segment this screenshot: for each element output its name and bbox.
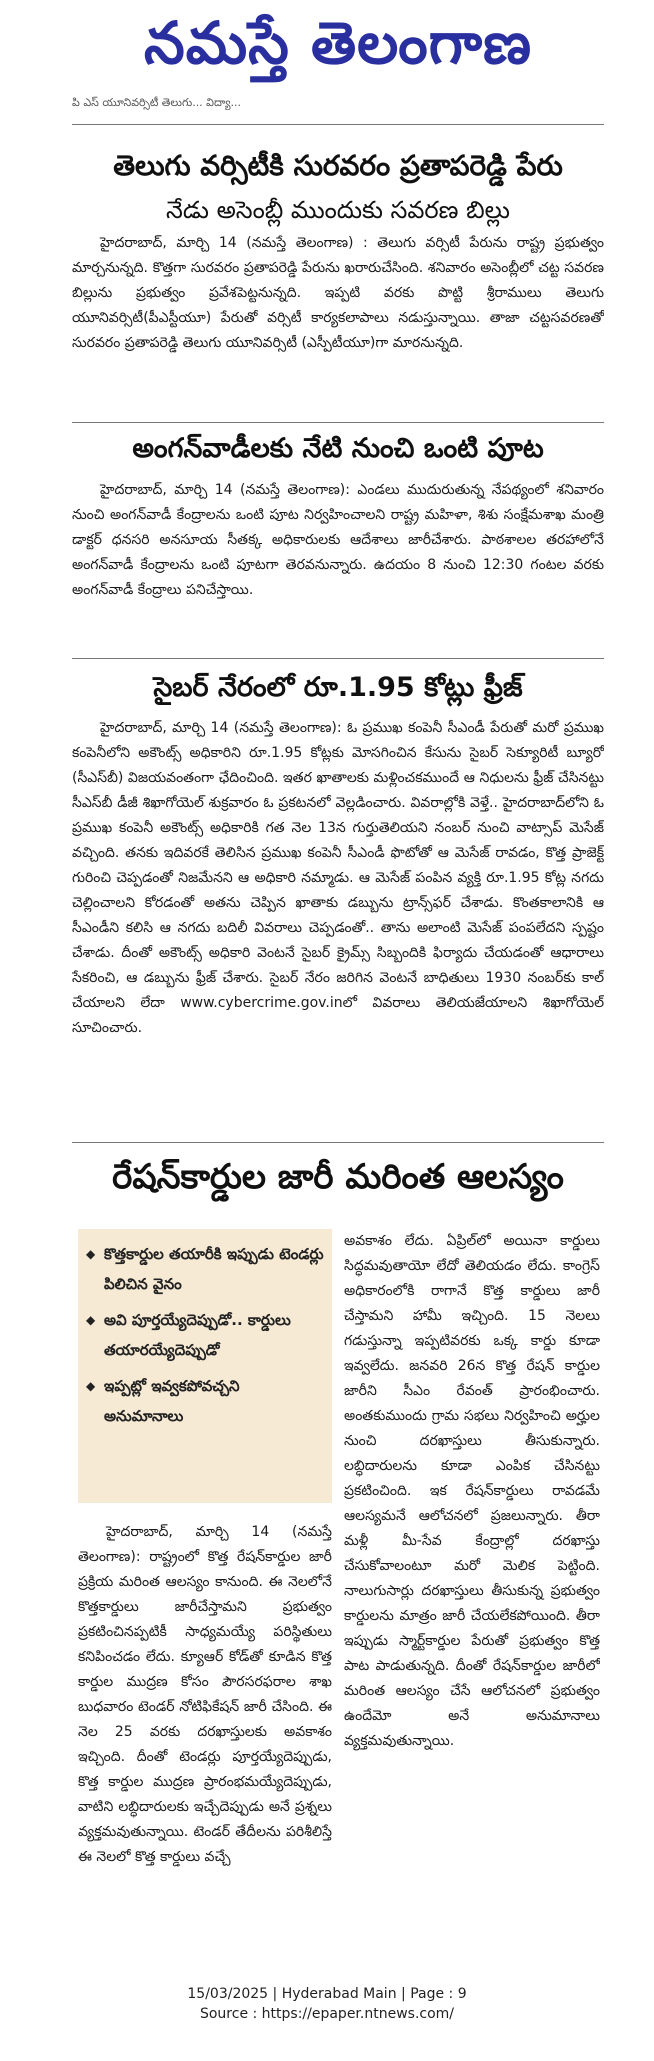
masthead xyxy=(72,8,604,92)
diamond-bullet-icon: ◆ xyxy=(86,1379,96,1393)
highlights-box xyxy=(78,1229,332,1503)
story3-body xyxy=(72,716,604,1136)
story4-left-text: హైదరాబాద్, మార్చి 14 (నమస్తే తెలంగాణ): రాష్ట్రంలో కొత్త రేషన్‌కార్డుల జారీ ప్రక్రియ మరింత ఆలస్యం కానుంది. ఈ నెలలోనే కొత్తకార్డులు జారీచేస్తామని ప్రభుత్వం ప్రకటించినప్పటికీ సాధ్యమయ్యే పరిస్థితులు కనిపించడం లేదు. క్యూఆర్ కోడ్‌తో కూడిన కొత్త కార్డుల ముద్రణ కోసం పౌరసరఫరాల శాఖ బుధవారం టెండర్ నోటిఫికేషన్ జారీ చేసింది. ఈ నెల 25 వరకు దరఖాస్తులకు అవకాశం ఇచ్చింది. దీంతో టెండర్లు పూర్తయ్యేదెప్పుడు, కొత్త కార్డుల ముద్రణ ప్రారంభమయ్యేదెప్పుడు, వాటిని లబ్ధిదారులకు ఇచ్చేదెప్పుడు అనే ప్రశ్నలు వ్యక్తమవుతున్నాయి. టెండర్ తేదీలను పరిశీలిస్తే ఈ నెలలో కొత్త కార్డులు వచ్చే xyxy=(78,1524,332,1865)
divider xyxy=(72,124,604,125)
newspaper-page xyxy=(72,0,604,2061)
story3-headline: సైబర్ నేరంలో రూ.1.95 కోట్లు ఫ్రీజ్ xyxy=(153,672,523,703)
footer-date-edition: 15/03/2025 | Hyderabad Main | Page : 9 xyxy=(187,1986,467,2002)
highlight-text: కొత్తకార్డుల తయారీకి ఇప్పుడు టెండర్లు పిలిచిన వైనం xyxy=(104,1245,324,1293)
story3-paragraph: హైదరాబాద్, మార్చి 14 (నమస్తే తెలంగాణ): ఓ ప్రముఖ కంపెనీ సీఎండీ పేరుతో మరో ప్రముఖ కంపెనీలోని అకౌంట్స్ అధికారిని రూ.1.95 కోట్లకు మోసగించిన కేసును సైబర్ సెక్యూరిటీ బ్యూరో (సీఎస్‌బీ) విజయవంతంగా ఛేదించింది. ఇతర ఖాతాలకు మళ్లించకముందే ఆ నిధులను ఫ్రీజ్ చేసినట్టు సీఎస్‌బీ డీజీ శిఖాగోయెల్ శుక్రవారం ఓ ప్రకటనలో వెల్లడించారు. వివరాల్లోకి వెళ్తే.. హైదరాబాద్‌లోని ఓ ప్రముఖ కంపెనీ అకౌంట్స్ అధికారికి గత నెల 13న గుర్తుతెలియని నంబర్ నుంచి వాట్సాప్ మెసేజ్ వచ్చింది. తనకు ఇదివరకే తెలిసిన ప్రముఖ కంపెనీ సీఎండీ ఫొటోతో ఆ మెసేజ్ రావడం, కొత్త ప్రాజెక్ట్ గురించి చెప్పడంతో నిజమేనని ఆ అధికారి నమ్మాడు. ఆ మెసేజ్ పంపిన వ్యక్తి రూ.1.95 కోట్ల నగదు చెల్లించాలని కోరడంతో అతను చెప్పిన ఖాతాకు డబ్బును ట్రాన్స్‌ఫర్ చేశాడు. కొంతకాలానికి ఆ సీఎండీని కలిసి ఆ నగదు బదిలీ వివరాలు చెప్పడంతో.. తాను అలాంటి మెసేజ్ పంపలేదని స్పష్టం చేశాడు. దీంతో అకౌంట్స్ అధికారి వెంటనే సైబర్ క్రైమ్స్ సిబ్బందికి ఫిర్యాదు చేయడంతో ఆధారాలు సేకరించి, ఆ డబ్బును ఫ్రీజ్ చేశారు. సైబర్ నేరం జరిగిన వెంటనే బాధితులు 1930 నంబర్‌కు కాల్ చేయాలని లేదా www.cybercrime.gov.inలో వివరాలు తెలియజేయాలని శిఖాగోయెల్ సూచించారు. xyxy=(72,720,604,1036)
story1-headline: తెలుగు వర్సిటీకి సురవరం ప్రతాపరెడ్డి పేరు xyxy=(113,149,563,182)
story4-headline: రేషన్‌కార్డుల జారీ మరింత ఆలస్యం xyxy=(112,1157,564,1197)
story1-paragraph: హైదరాబాద్, మార్చి 14 (నమస్తే తెలంగాణ) : తెలుగు వర్సిటీ పేరును రాష్ట్ర ప్రభుత్వం మార్చనున్నది. కొత్తగా సురవరం ప్రతాపరెడ్డి పేరును ఖరారుచేసింది. శనివారం అసెంబ్లీలో చట్ట సవరణ బిల్లును ప్రభుత్వం ప్రవేశపెట్టనున్నది. ఇప్పటి వరకు పొట్టి శ్రీరాములు తెలుగు యూనివర్సిటీ(పీఎస్టీయూ) పేరుతో వర్సిటీ కార్యకలాపాలు నడుస్తున్నాయి. తాజా చట్టసవరణతో సురవరం ప్రతాపరెడ్డి తెలుగు యూనివర్సిటీ (ఎస్పీటీయూ)గా మారనున్నది. xyxy=(72,235,604,351)
story1-body xyxy=(72,231,604,419)
page-footer xyxy=(0,1984,654,2024)
diamond-bullet-icon: ◆ xyxy=(86,1313,96,1327)
highlight-text: ఇప్పట్లో ఇవ్వకపోవచ్చని అనుమానాలు xyxy=(104,1377,240,1425)
divider xyxy=(72,658,604,659)
story1-subheadline: నేడు అసెంబ్లీ ముందుకు సవరణ బిల్లు xyxy=(166,196,510,224)
story4-right-column xyxy=(344,1229,600,1911)
top-cutline: పి ఎస్ యూనివర్సిటీ తెలుగు... విద్యా... xyxy=(72,96,241,109)
story4-left-column xyxy=(78,1520,332,1940)
story2-body xyxy=(72,478,604,654)
highlight-text: అవి పూర్తయ్యేదెప్పుడో.. కార్డులు తయారయ్యేదెప్పుడో xyxy=(104,1311,291,1359)
footer-source: Source : https://epaper.ntnews.com/ xyxy=(199,2006,455,2022)
highlight-item xyxy=(86,1305,324,1365)
story4-right-text: అవకాశం లేదు. ఏప్రిల్‌లో అయినా కార్డులు సిద్ధమవుతాయో లేదో తెలియడం లేదు. కాంగ్రెస్ అధికారంలోకి రాగానే కొత్త కార్డులు జారీ చేస్తామని హామీ ఇచ్చింది. 15 నెలలు గడుస్తున్నా ఇప్పటివరకు ఒక్క కార్డు కూడా ఇవ్వలేదు. జనవరి 26న కొత్త రేషన్ కార్డుల జారీని సీఎం రేవంత్ ప్రారంభించారు. అంతకుముందు గ్రామ సభలు నిర్వహించి అర్హుల నుంచి దరఖాస్తులు తీసుకున్నారు. లబ్ధిదారులను కూడా ఎంపిక చేసినట్టు ప్రకటించింది. ఇక రేషన్‌కార్డులు రావడమే ఆలస్యమనే ఆలోచనలో ప్రజలున్నారు. తీరా మళ్లీ మీ-సేవ కేంద్రాల్లో దరఖాస్తు చేసుకోవాలంటూ మరో మెలిక పెట్టింది. నాలుగుసార్లు దరఖాస్తులు తీసుకున్న ప్రభుత్వం కార్డులను మాత్రం జారీ చేయలేకపోయింది. తీరా ఇప్పుడు స్మార్ట్‌కార్డుల పేరుతో ప్రభుత్వం కొత్త పాట పాడుతున్నది. దీంతో రేషన్‌కార్డుల జారీలో మరింత ఆలస్యం చేసే ఆలోచనలో ప్రభుత్వం ఉందేమో అనే అనుమానాలు వ్యక్తమవుతున్నాయి. xyxy=(344,1233,600,1749)
story2-headline: అంగన్‌వాడీలకు నేటి నుంచి ఒంటి పూట xyxy=(132,433,544,464)
diamond-bullet-icon: ◆ xyxy=(86,1247,96,1261)
highlight-item xyxy=(86,1239,324,1299)
story2-paragraph: హైదరాబాద్, మార్చి 14 (నమస్తే తెలంగాణ): ఎండలు ముదురుతున్న నేపథ్యంలో శనివారం నుంచి అంగన్‌వాడీ కేంద్రాలను ఒంటి పూట నిర్వహించాలని రాష్ట్ర మహిళా, శిశు సంక్షేమశాఖ మంత్రి డాక్టర్ ధనసరి అనసూయ సీతక్క అధికారులకు ఆదేశాలు జారీచేశారు. పాఠశాలల తరహాలోనే అంగన్‌వాడీ కేంద్రాలను ఒంటి పూటగా తెరవనున్నారు. ఉదయం 8 నుంచి 12:30 గంటల వరకు అంగన్‌వాడీ కేంద్రాలు పనిచేస్తాయి. xyxy=(72,482,604,598)
divider xyxy=(72,422,604,423)
masthead-title: నమస్తే తెలంగాణ xyxy=(144,8,532,77)
highlight-item xyxy=(86,1371,324,1431)
divider xyxy=(72,1142,604,1143)
